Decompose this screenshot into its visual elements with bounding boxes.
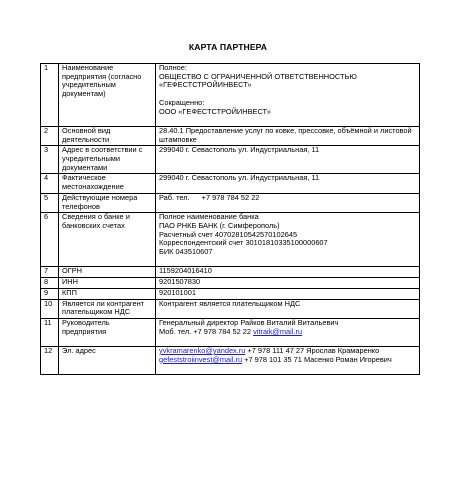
row-value [156,347,420,375]
partner-card-table [40,63,420,375]
row-value: 299040 г. Севастополь ул. Индустриальная, 11 [156,146,420,174]
row-number: 4 [41,174,59,193]
bank-heading: Полное наименование банка [159,212,259,222]
row-value: 9201507830 [156,278,420,289]
row-value: 28.40.1 Предоставление услуг по ковке, прессовке, объёмной и листовой штамповке [156,126,420,145]
row-number: 11 [41,318,59,346]
director-name: Генеральный директор Райков Виталий Витальевич [159,318,339,327]
row-label: Адрес в соответствии с учредительными документами [59,146,156,174]
row-value [156,193,420,212]
row-label: Основной вид деятельности [59,126,156,145]
row-number: 9 [41,288,59,299]
table-row [41,193,420,212]
row-label: Действующие номера телефонов [59,193,156,212]
table-row [41,318,420,346]
row-label: Фактическое местонахождение [59,174,156,193]
correspondent-account: Корреспондентский счет 30101810335100000607 [159,238,328,248]
full-name-prefix: Полное: [159,63,187,72]
phone-prefix: Раб. тел. [159,193,190,202]
contact-masenko: +7 978 101 35 71 Масенко Роман Игоревич [242,354,392,364]
row-label: Сведения о банке и банковских счетах [59,213,156,267]
table-row [41,126,420,145]
table-row [41,347,420,375]
director-email-link[interactable]: vitraik@mail.ru [253,326,303,336]
table-row [41,267,420,278]
row-value: 920101001 [156,288,420,299]
row-number: 12 [41,347,59,375]
settlement-account: Расчетный счет 40702810542570102645 [159,229,298,239]
row-number: 1 [41,64,59,127]
row-number: 8 [41,278,59,289]
row-label: ОГРН [59,267,156,278]
table-row [41,213,420,267]
email-link-kramarenko[interactable]: yvkramarenko@yandex.ru [159,346,246,356]
row-label: КПП [59,288,156,299]
work-phone: +7 978 784 52 22 [201,193,260,202]
email-link-company[interactable]: gefeststroiinvest@mail.ru [159,354,243,364]
row-label: Наименование предприятия (согласно учредительным документам) [59,64,156,127]
row-number: 7 [41,267,59,278]
row-label: ИНН [59,278,156,289]
row-value: Контрагент является плательщиком НДС [156,299,420,318]
row-number: 3 [41,146,59,174]
row-number: 2 [41,126,59,145]
table-row [41,174,420,193]
row-value: 1159204016410 [156,267,420,278]
table-row [41,64,420,127]
row-value [156,64,420,127]
short-company-name: ООО «ГЕФЕСТСТРОЙИНВЕСТ» [159,106,271,116]
row-value [156,318,420,346]
table-row [41,288,420,299]
document-title: КАРТА ПАРТНЕРА [188,42,268,52]
row-value: 299040 г. Севастополь ул. Индустриальная, 11 [156,174,420,193]
table-row [41,278,420,289]
bik: БИК 043510607 [159,247,213,257]
table-row [41,146,420,174]
row-number: 5 [41,193,59,212]
full-company-name: ОБЩЕСТВО С ОГРАНИЧЕННОЙ ОТВЕТСТВЕННОСТЬЮ «ГЕФЕСТСТРОЙИНВЕСТ» [159,71,357,90]
row-label: Является ли контрагент плательщиком НДС [59,299,156,318]
bank-name: ПАО РНКБ БАНК (г. Симферополь) [159,220,280,230]
row-label: Руководитель предприятия [59,318,156,346]
short-name-prefix: Сокращенно: [159,97,205,107]
row-number: 10 [41,299,59,318]
row-value [156,213,420,267]
contact-kramarenko: +7 978 111 47 27 Ярослав Крамаренко [245,346,380,356]
table-row [41,299,420,318]
row-label: Эл. адрес [59,347,156,375]
director-mobile: Моб. тел. +7 978 784 52 22 [159,326,252,336]
row-number: 6 [41,213,59,267]
